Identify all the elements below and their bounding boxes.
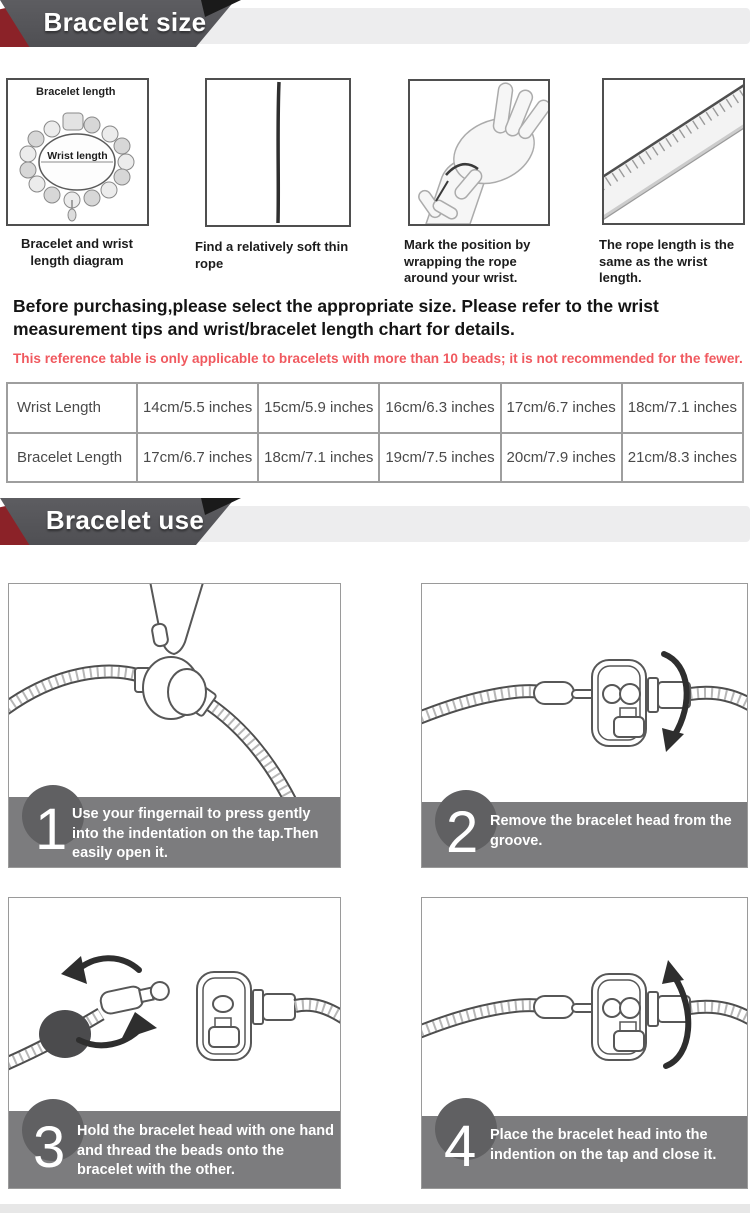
bracelet-length-value: 19cm/7.5 inches [379,433,500,483]
bracelet-use-header [0,498,750,550]
panel-3-caption: Mark the position by wrapping the rope around your wrist. [404,237,531,286]
step-4-panel [421,897,748,1189]
panel-4-caption: The rope length is the same as the wrist length. [599,237,735,286]
step-2-panel [421,583,748,868]
wrist-length-value: 18cm/7.1 inches [622,383,743,433]
bottom-divider [0,1204,750,1213]
rope-illustration [207,80,349,225]
step-number: 1 [35,797,68,862]
bracelet-length-value: 21cm/8.3 inches [622,433,743,483]
section-title: Bracelet size [43,7,207,37]
panel-2-caption: Find a relatively soft thin rope [195,239,349,271]
bracelet-length-value: 17cm/6.7 inches [137,433,258,483]
bracelet-length-value: 18cm/7.1 inches [258,433,379,483]
rotate-arrow-icon [61,956,139,984]
step-1-open-clasp-illustration [9,584,340,799]
bracelet-length-row-label: Bracelet Length [7,433,137,483]
ruler-panel [602,78,745,225]
purchase-advice-text: Before purchasing,please select the appropriate size. Please refer to the wrist measurement tips and wrist/bracelet length chart for details. [13,296,659,340]
bracelet-diagram-panel [6,78,149,226]
bead-shape [39,1010,91,1058]
step-instruction: Place the bracelet head into the indention on the tap and close it. [490,1127,717,1163]
step-3-thread-beads-illustration [9,898,340,1113]
step-number: 4 [444,1114,477,1179]
step-1-panel [8,583,341,868]
step-3-panel [8,897,341,1189]
wrist-length-value: 17cm/6.7 inches [501,383,622,433]
ruler-illustration [604,80,743,223]
wrist-length-value: 15cm/5.9 inches [258,383,379,433]
wrist-length-label: Wrist length [47,150,108,162]
wrist-length-value: 14cm/5.5 inches [137,383,258,433]
wrist-wrap-panel [408,79,550,226]
wrist-wrap-illustration [410,81,548,224]
step-instruction: Remove the bracelet head from the groove. [490,813,732,849]
step-number: 2 [446,800,479,865]
bracelet-length-label: Bracelet length [36,86,116,98]
section-title: Bracelet use [45,505,205,535]
step-4-close-head-illustration [422,898,747,1113]
table-row [7,433,743,483]
table-row [7,383,743,433]
reference-warning-text: This reference table is only applicable to bracelets with more than 10 beads; it is not recommended for the fewer. [13,351,743,366]
rope-panel [205,78,351,227]
bracelet-size-header [0,0,750,52]
step-2-remove-head-illustration [422,584,747,799]
step-instruction: Hold the bracelet head with one hand and thread the beads onto the bracelet with the other. [77,1123,334,1179]
wrist-length-value: 16cm/6.3 inches [379,383,500,433]
bracelet-length-value: 20cm/7.9 inches [501,433,622,483]
panel-1-caption: Bracelet and wrist length diagram [21,236,133,268]
wrist-length-row-label: Wrist Length [7,383,137,433]
step-number: 3 [33,1115,66,1180]
size-chart-table [6,382,744,483]
step-instruction: Use your fingernail to press gently into the indentation on the tap.Then easily open it. [72,806,319,862]
